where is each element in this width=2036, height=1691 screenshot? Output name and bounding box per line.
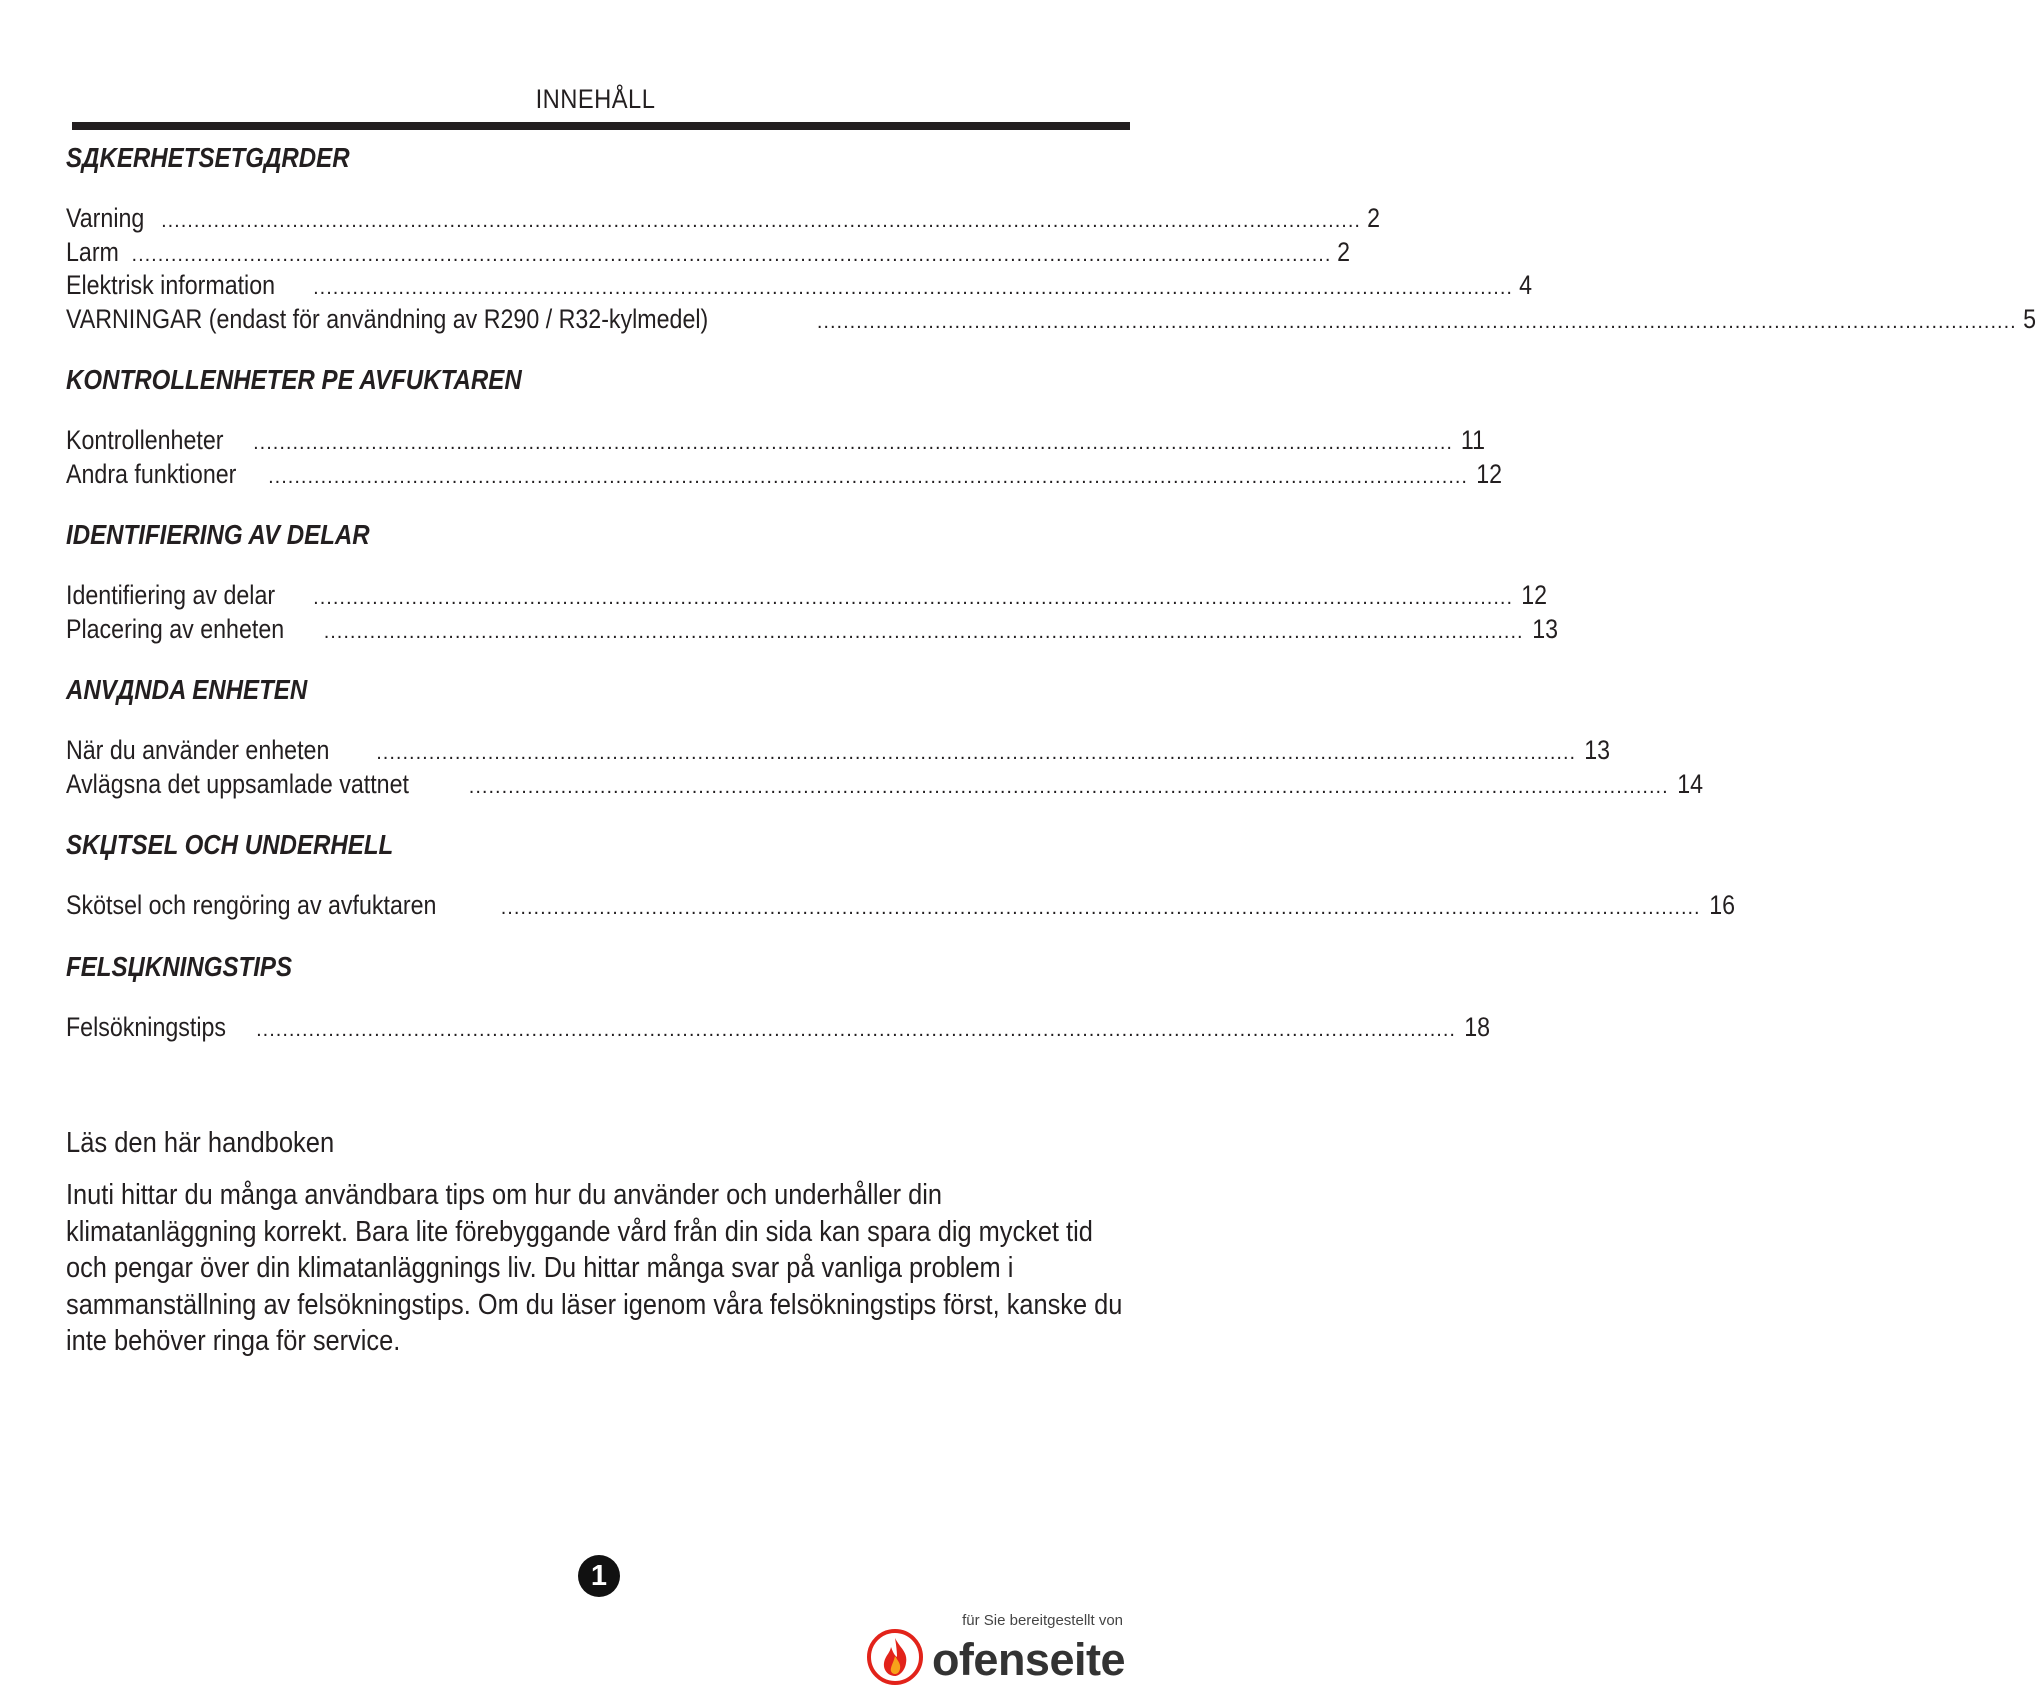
- toc-entry-page: 16: [1708, 890, 1735, 920]
- toc-entry-title: Elektrisk information: [66, 270, 276, 300]
- dot-leader: .......................................................................................................................................................................................: [313, 587, 1514, 609]
- toc-entry-title: Kontrollenheter: [66, 425, 224, 455]
- toc-entry-page: 11: [1460, 425, 1486, 455]
- toc-entry-page: 4: [1519, 270, 1532, 300]
- toc-section-safety: [66, 140, 2036, 336]
- section-heading: KONTROLLENHETER PE AVFUKTAREN: [66, 364, 522, 395]
- dot-leader: .......................................................................................................................................................................................: [500, 897, 1701, 919]
- toc-entry-page: 13: [1584, 735, 1611, 765]
- toc-entry[interactable]: [66, 889, 1735, 923]
- toc-entry-title: Larm: [66, 236, 119, 267]
- toc-entry-page: 14: [1676, 768, 1703, 799]
- section-heading: FELSЏKNINGSTIPS: [66, 950, 293, 982]
- toc-entry[interactable]: [66, 1011, 1491, 1045]
- toc-section-maintenance: [66, 827, 1735, 923]
- toc-entry-page: 2: [1367, 203, 1380, 233]
- brand-caption: für Sie bereitgestellt von: [962, 1612, 1123, 1629]
- page-number: 1: [578, 1555, 620, 1597]
- header-rule: [72, 122, 1130, 130]
- toc-entry-title: Placering av enheten: [66, 613, 285, 644]
- section-heading: SKЏTSEL OCH UNDERHELL: [66, 829, 394, 860]
- toc-entry[interactable]: [66, 458, 1503, 492]
- dot-leader: .......................................................................................................................................................................................: [256, 1018, 1456, 1041]
- dot-leader: .......................................................................................................................................................................................: [816, 310, 2017, 333]
- toc-entry-title: Varning: [66, 203, 145, 233]
- toc-entry-title: När du använder enheten: [66, 735, 330, 765]
- toc-section-troubleshooting: [66, 949, 1491, 1045]
- intro-body: Inuti hittar du många användbara tips om hur du använder och underhåller din klimatanläggning korrekt. Bara lite förebyggande vård från din sida kan spara dig mycket tid och pengar över din klimatanläggnings liv. Du hittar många svar på vanliga problem i sammanställning av felsökningstips. Om du läser igenom våra felsökningstips först, kanske du inte behöver ringa för service.: [66, 1179, 1123, 1357]
- toc-entry-page: 5: [2022, 303, 2036, 334]
- toc-entry[interactable]: [66, 768, 1703, 802]
- toc-entry-page: 13: [1531, 613, 1558, 644]
- toc-entry-title: Avlägsna det uppsamlade vattnet: [66, 768, 409, 799]
- toc-entry-title: Identifiering av delar: [66, 580, 276, 610]
- toc-entry[interactable]: [66, 613, 1558, 647]
- toc-entry[interactable]: [66, 424, 1486, 458]
- table-of-contents: [66, 140, 2036, 1044]
- dot-leader: .......................................................................................................................................................................................: [313, 277, 1513, 299]
- toc-entry-title: VARNINGAR (endast för användning av R290 / R32-kylmedel): [66, 303, 709, 334]
- page-title: INNEHÅLL: [535, 84, 656, 114]
- toc-entry[interactable]: [66, 236, 1351, 270]
- dot-leader: .......................................................................................................................................................................................: [468, 775, 1669, 798]
- toc-entry-title: Felsökningstips: [66, 1011, 227, 1042]
- dot-leader: .......................................................................................................................................................................................: [268, 465, 1468, 488]
- toc-section-controls: [66, 362, 1503, 491]
- toc-entry[interactable]: [66, 734, 1611, 768]
- dot-leader: .......................................................................................................................................................................................: [131, 243, 1332, 266]
- toc-entry-page: 18: [1464, 1011, 1491, 1042]
- section-heading: IDENTIFIERING AV DELAR: [66, 519, 370, 550]
- intro-block: [66, 1125, 1136, 1360]
- toc-entry[interactable]: [66, 269, 1532, 303]
- section-heading: SДKERHETSETGДRDER: [66, 142, 350, 173]
- dot-leader: .......................................................................................................................................................................................: [323, 620, 1524, 643]
- toc-entry-title: Andra funktioner: [66, 458, 237, 489]
- dot-leader: .......................................................................................................................................................................................: [376, 742, 1577, 764]
- toc-entry-page: 12: [1521, 580, 1548, 610]
- toc-entry-page: 2: [1337, 236, 1351, 267]
- toc-entry[interactable]: [66, 202, 1380, 236]
- flame-icon: [866, 1628, 924, 1691]
- toc-entry-page: 12: [1476, 458, 1503, 489]
- toc-entry[interactable]: [66, 303, 2036, 337]
- intro-title: Läs den här handboken: [66, 1127, 335, 1159]
- dot-leader: .......................................................................................................................................................................................: [253, 432, 1453, 454]
- brand-logo[interactable]: [866, 1628, 1125, 1691]
- toc-section-parts: [66, 517, 1558, 646]
- brand-name: ofenseite: [931, 1633, 1125, 1685]
- toc-section-usage: [66, 672, 1703, 801]
- toc-entry[interactable]: [66, 579, 1548, 613]
- toc-entry-title: Skötsel och rengöring av avfuktaren: [66, 890, 437, 920]
- dot-leader: .......................................................................................................................................................................................: [161, 210, 1361, 232]
- section-heading: ANVДNDA ENHETEN: [66, 674, 308, 705]
